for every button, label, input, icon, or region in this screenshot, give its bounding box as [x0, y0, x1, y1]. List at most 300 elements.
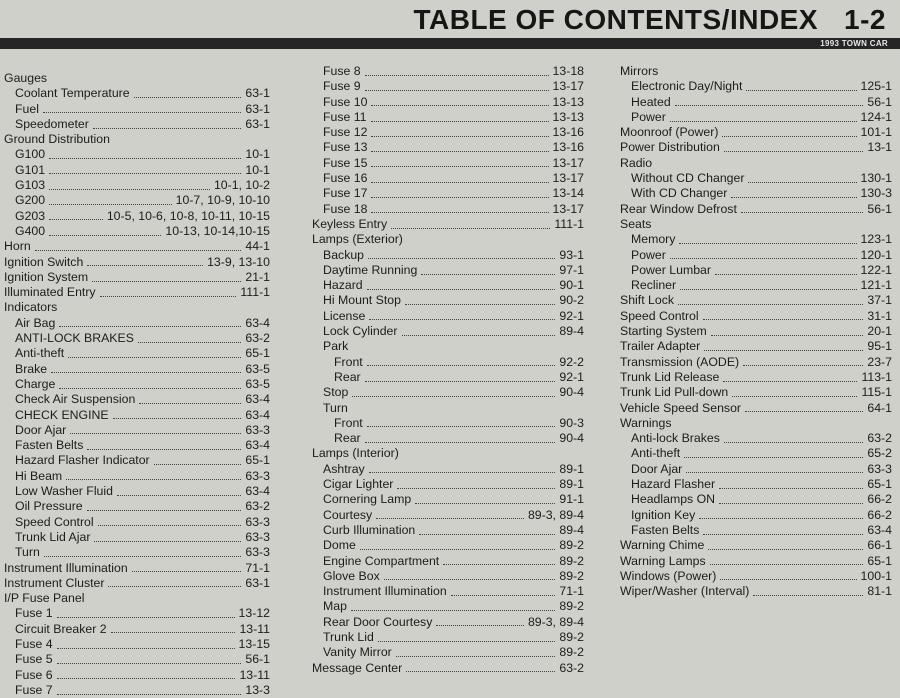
index-entry	[312, 477, 584, 492]
entry-label: G203	[15, 208, 46, 223]
index-entry	[4, 683, 270, 698]
entry-page: 13-13	[552, 109, 584, 124]
entry-page: 65-2	[867, 446, 892, 461]
entry-label: Headlamps ON	[631, 492, 716, 507]
dot-leader	[443, 563, 555, 565]
entry-label: Mirrors	[620, 64, 659, 78]
entry-page: 63-3	[245, 529, 270, 544]
entry-label: Engine Compartment	[323, 553, 440, 568]
entry-label: Hi Beam	[15, 468, 63, 483]
entry-page: 37-1	[867, 293, 892, 308]
entry-label: Backup	[323, 247, 365, 262]
entry-page: 125-1	[860, 79, 892, 94]
entry-label: G200	[15, 193, 46, 208]
dot-leader	[49, 188, 210, 190]
entry-page: 56-1	[867, 94, 892, 109]
index-entry	[4, 515, 270, 530]
index-entry	[4, 193, 270, 208]
entry-label: Fuse 7	[15, 682, 53, 697]
index-entry	[4, 408, 270, 423]
entry-label: Door Ajar	[631, 461, 683, 476]
entry-label: Rear	[334, 431, 361, 446]
entry-page: 90-2	[559, 293, 584, 308]
entry-page: 13-12	[238, 606, 270, 621]
entry-label: Shift Lock	[620, 293, 674, 308]
dot-leader	[108, 585, 241, 587]
index-entry	[4, 377, 270, 392]
dot-leader	[675, 104, 864, 106]
index-entry	[312, 355, 584, 370]
dot-leader	[68, 356, 241, 358]
dot-leader	[376, 517, 524, 519]
dot-leader	[679, 242, 856, 244]
dot-leader	[360, 548, 556, 550]
index-entry	[620, 492, 892, 507]
entry-page: 63-5	[245, 361, 270, 376]
dot-leader	[44, 555, 242, 557]
dot-leader	[397, 487, 555, 489]
dot-leader	[365, 441, 556, 443]
dot-leader	[111, 631, 236, 633]
entry-label: Rear	[334, 369, 361, 384]
entry-page: 63-4	[245, 407, 270, 422]
dot-leader	[743, 364, 863, 366]
entry-page: 122-1	[860, 262, 892, 277]
entry-label: Warnings	[620, 415, 672, 430]
dot-leader	[92, 280, 241, 282]
entry-page: 95-1	[867, 339, 892, 354]
entry-page: 63-5	[245, 376, 270, 391]
entry-label: Fuse 8	[323, 64, 361, 78]
entry-page: 13-17	[552, 201, 584, 216]
entry-label: Vanity Mirror	[323, 645, 392, 660]
index-entry	[620, 171, 892, 186]
entry-label: Fasten Belts	[631, 522, 700, 537]
dot-leader	[710, 563, 864, 565]
entry-label: Courtesy	[323, 507, 373, 522]
index-entry	[4, 132, 270, 147]
index-entry	[4, 239, 270, 254]
entry-label: Fasten Belts	[15, 438, 84, 453]
index-entry	[620, 263, 892, 278]
entry-page: 92-1	[559, 369, 584, 384]
page-title	[413, 4, 886, 36]
entry-label: Gauges	[4, 71, 48, 85]
entry-page: 92-1	[559, 308, 584, 323]
index-entry	[4, 316, 270, 331]
dot-leader	[368, 257, 555, 259]
dot-leader	[57, 677, 236, 679]
dot-leader	[49, 203, 172, 205]
entry-label: Brake	[15, 361, 48, 376]
dot-leader	[732, 395, 857, 397]
dot-leader	[154, 463, 242, 465]
entry-page: 63-2	[245, 499, 270, 514]
entry-page: 63-3	[245, 545, 270, 560]
entry-page: 13-16	[552, 125, 584, 140]
dot-leader	[134, 96, 242, 98]
dot-leader	[35, 249, 242, 251]
dot-leader	[59, 387, 241, 389]
entry-label: Starting System	[620, 324, 707, 339]
entry-label: Trunk Lid Ajar	[15, 529, 91, 544]
entry-label: Power Lumbar	[631, 262, 711, 277]
entry-page: 63-3	[245, 422, 270, 437]
entry-label: G400	[15, 223, 46, 238]
entry-page: 63-1	[245, 575, 270, 590]
index-entry	[4, 423, 270, 438]
dot-leader	[753, 594, 863, 596]
index-entry	[620, 523, 892, 538]
entry-page: 89-3, 89-4	[527, 614, 584, 629]
dot-leader	[365, 74, 549, 76]
entry-page: 66-2	[867, 507, 892, 522]
entry-page: 93-1	[559, 247, 584, 262]
index-entry	[4, 346, 270, 361]
index-entry	[4, 163, 270, 178]
entry-page: 65-1	[867, 553, 892, 568]
dot-leader	[139, 402, 241, 404]
entry-label: Fuse 10	[323, 94, 368, 109]
dot-leader	[43, 111, 241, 113]
entry-label: Wiper/Washer (Interval)	[620, 584, 750, 599]
dot-leader	[117, 494, 241, 496]
dot-leader	[98, 524, 242, 526]
entry-label: Map	[323, 599, 347, 614]
dot-leader	[369, 318, 555, 320]
dot-leader	[745, 410, 863, 412]
entry-label: Ashtray	[323, 461, 365, 476]
index-entry	[620, 477, 892, 492]
dot-leader	[715, 273, 857, 275]
entry-label: Instrument Illumination	[4, 560, 128, 575]
entry-label: G100	[15, 147, 46, 162]
index-entry	[312, 186, 584, 201]
entry-label: Anti-theft	[631, 446, 681, 461]
entry-page: 89-2	[559, 645, 584, 660]
dot-leader	[396, 655, 556, 657]
entry-label: Fuse 11	[323, 109, 367, 124]
dot-leader	[746, 89, 856, 91]
dot-leader	[704, 349, 863, 351]
entry-page: 64-1	[867, 400, 892, 415]
entry-page: 71-1	[245, 560, 270, 575]
dot-leader	[371, 135, 548, 137]
entry-label: Fuse 5	[15, 652, 53, 667]
entry-page: 13-14	[552, 186, 584, 201]
index-entry	[620, 446, 892, 461]
dot-leader	[66, 478, 241, 480]
index-entry	[312, 446, 584, 461]
dot-leader	[369, 471, 556, 473]
index-entry	[620, 309, 892, 324]
index-entry	[312, 110, 584, 125]
dot-leader	[703, 318, 864, 320]
dot-leader	[719, 487, 863, 489]
entry-page: 66-1	[867, 538, 892, 553]
dot-leader	[132, 570, 242, 572]
dot-leader	[371, 165, 548, 167]
index-entry	[312, 523, 584, 538]
index-entry	[4, 392, 270, 407]
index-entry	[620, 462, 892, 477]
index-entry	[312, 309, 584, 324]
dot-leader	[731, 196, 856, 198]
entry-page: 63-2	[559, 660, 584, 675]
dot-leader	[436, 624, 524, 626]
index-entry	[620, 140, 892, 155]
index-entry	[4, 637, 270, 652]
entry-page: 13-15	[238, 636, 270, 651]
entry-page: 63-4	[245, 484, 270, 499]
index-entry	[4, 545, 270, 560]
index-entry	[4, 622, 270, 637]
index-entry	[620, 355, 892, 370]
entry-label: Keyless Entry	[312, 216, 388, 231]
dot-leader	[49, 218, 103, 220]
index-entry	[312, 599, 584, 614]
index-entry	[620, 110, 892, 125]
entry-page: 13-1	[867, 140, 892, 155]
index-entry	[620, 324, 892, 339]
index-entry	[620, 79, 892, 94]
index-column-2	[312, 64, 584, 676]
entry-label: Instrument Cluster	[4, 575, 105, 590]
dot-leader	[57, 616, 235, 618]
entry-label: License	[323, 308, 366, 323]
entry-label: Power	[631, 109, 666, 124]
entry-label: Cigar Lighter	[323, 477, 394, 492]
index-entry	[312, 645, 584, 660]
entry-label: Coolant Temperature	[15, 86, 130, 101]
index-entry	[4, 591, 270, 606]
index-entry	[4, 469, 270, 484]
entry-page: 44-1	[245, 239, 270, 254]
entry-label: Power	[631, 247, 666, 262]
index-entry	[312, 263, 584, 278]
entry-page: 63-3	[867, 461, 892, 476]
entry-page: 13-9, 13-10	[207, 254, 270, 269]
entry-page: 120-1	[860, 247, 892, 262]
dot-leader	[720, 578, 856, 580]
entry-page: 63-4	[867, 522, 892, 537]
index-entry	[4, 331, 270, 346]
dot-leader	[371, 120, 549, 122]
entry-label: Stop	[323, 385, 349, 400]
dot-leader	[711, 334, 864, 336]
index-entry	[312, 232, 584, 247]
index-entry	[312, 492, 584, 507]
entry-page: 89-2	[559, 568, 584, 583]
dot-leader	[719, 502, 863, 504]
entry-page: 63-3	[245, 468, 270, 483]
entry-label: Seats	[620, 216, 652, 231]
index-entry	[312, 385, 584, 400]
index-entry	[312, 401, 584, 416]
dot-leader	[367, 288, 556, 290]
index-entry	[620, 217, 892, 232]
header-rule	[0, 38, 900, 49]
index-entry	[4, 606, 270, 621]
dot-leader	[365, 89, 549, 91]
entry-page: 63-4	[245, 438, 270, 453]
entry-page: 13-13	[552, 94, 584, 109]
index-entry	[620, 125, 892, 140]
entry-label: Low Washer Fluid	[15, 484, 113, 499]
index-entry	[312, 584, 584, 599]
index-entry	[312, 339, 584, 354]
entry-label: Glove Box	[323, 568, 380, 583]
entry-label: Lock Cylinder	[323, 324, 398, 339]
entry-page: 89-4	[559, 324, 584, 339]
entry-page: 90-4	[559, 431, 584, 446]
index-entry	[620, 508, 892, 523]
entry-page: 13-17	[552, 155, 584, 170]
index-entry	[620, 156, 892, 171]
index-entry	[312, 554, 584, 569]
entry-label: Front	[334, 415, 363, 430]
dot-leader	[421, 273, 555, 275]
entry-label: Cornering Lamp	[323, 492, 412, 507]
index-entry	[620, 569, 892, 584]
entry-label: Fuse 18	[323, 201, 368, 216]
entry-label: Hazard Flasher Indicator	[15, 453, 150, 468]
entry-page: 81-1	[867, 584, 892, 599]
index-entry	[312, 462, 584, 477]
entry-label: Message Center	[312, 660, 403, 675]
entry-page: 13-16	[552, 140, 584, 155]
dot-leader	[391, 227, 550, 229]
entry-page: 63-2	[245, 331, 270, 346]
entry-page: 23-7	[867, 354, 892, 369]
entry-page: 63-2	[867, 431, 892, 446]
dot-leader	[365, 380, 556, 382]
index-entry	[312, 140, 584, 155]
index-entry	[4, 576, 270, 591]
entry-page: 13-17	[552, 79, 584, 94]
index-entry	[312, 293, 584, 308]
entry-page: 63-1	[245, 86, 270, 101]
index-entry	[4, 652, 270, 667]
entry-label: Park	[323, 339, 349, 354]
dot-leader	[57, 693, 242, 695]
title-text: TABLE OF CONTENTS/INDEX	[413, 4, 819, 35]
dot-leader	[367, 364, 556, 366]
entry-page: 90-3	[559, 415, 584, 430]
dot-leader	[371, 181, 548, 183]
entry-label: Memory	[631, 232, 676, 247]
dot-leader	[384, 578, 556, 580]
entry-label: Dome	[323, 538, 356, 553]
entry-label: Charge	[15, 376, 56, 391]
dot-leader	[57, 662, 242, 664]
dot-leader	[724, 441, 864, 443]
index-entry	[312, 630, 584, 645]
index-entry	[4, 484, 270, 499]
index-entry	[620, 401, 892, 416]
index-entry	[4, 255, 270, 270]
entry-label: Power Distribution	[620, 140, 720, 155]
entry-label: Fuse 4	[15, 636, 53, 651]
dot-leader	[415, 502, 555, 504]
index-entry	[620, 538, 892, 553]
entry-page: 130-1	[860, 171, 892, 186]
index-entry	[620, 186, 892, 201]
dot-leader	[87, 264, 203, 266]
index-entry	[4, 285, 270, 300]
entry-page: 13-11	[239, 621, 270, 636]
dot-leader	[49, 172, 241, 174]
dot-leader	[670, 120, 857, 122]
entry-page: 63-4	[245, 315, 270, 330]
index-entry	[620, 370, 892, 385]
entry-page: 63-3	[245, 514, 270, 529]
index-entry	[312, 538, 584, 553]
dot-leader	[724, 150, 864, 152]
entry-page: 91-1	[559, 492, 584, 507]
index-entry	[620, 431, 892, 446]
entry-page: 10-1	[245, 162, 270, 177]
dot-leader	[371, 150, 548, 152]
dot-leader	[100, 295, 237, 297]
entry-page: 13-11	[239, 667, 270, 682]
entry-label: Lamps (Exterior)	[312, 232, 403, 247]
entry-label: Fuse 15	[323, 155, 368, 170]
entry-page: 65-1	[245, 453, 270, 468]
index-entry	[4, 102, 270, 117]
entry-page: 89-2	[559, 553, 584, 568]
entry-label: Speed Control	[620, 308, 699, 323]
index-entry	[312, 248, 584, 263]
dot-leader	[371, 104, 548, 106]
entry-page: 90-1	[559, 278, 584, 293]
index-entry	[312, 324, 584, 339]
entry-page: 13-18	[552, 64, 584, 78]
entry-label: Rear Window Defrost	[620, 201, 737, 216]
index-entry	[4, 362, 270, 377]
dot-leader	[419, 533, 555, 535]
index-entry	[312, 202, 584, 217]
index-entry	[620, 293, 892, 308]
dot-leader	[59, 325, 241, 327]
entry-page: 89-2	[559, 599, 584, 614]
entry-page: 113-1	[861, 369, 892, 384]
model-subtitle: 1993 TOWN CAR	[820, 39, 888, 48]
entry-page: 66-2	[867, 492, 892, 507]
entry-label: Trunk Lid	[323, 629, 374, 644]
index-entry	[4, 300, 270, 315]
index-column-3	[620, 64, 892, 599]
entry-page: 31-1	[867, 308, 892, 323]
index-entry	[4, 224, 270, 239]
entry-label: Circuit Breaker 2	[15, 621, 107, 636]
entry-label: Anti-theft	[15, 346, 65, 361]
index-entry	[620, 385, 892, 400]
entry-label: Warning Chime	[620, 538, 705, 553]
index-entry	[4, 668, 270, 683]
dot-leader	[451, 594, 556, 596]
index-entry	[312, 569, 584, 584]
index-entry	[4, 453, 270, 468]
entry-label: Fuse 16	[323, 171, 368, 186]
entry-label: G103	[15, 178, 46, 193]
entry-page: 10-1, 10-2	[213, 178, 270, 193]
entry-label: Lamps (Interior)	[312, 446, 399, 461]
dot-leader	[87, 509, 242, 511]
index-entry	[312, 661, 584, 676]
entry-page: 10-7, 10-9, 10-10	[175, 193, 270, 208]
dot-leader	[684, 456, 863, 458]
